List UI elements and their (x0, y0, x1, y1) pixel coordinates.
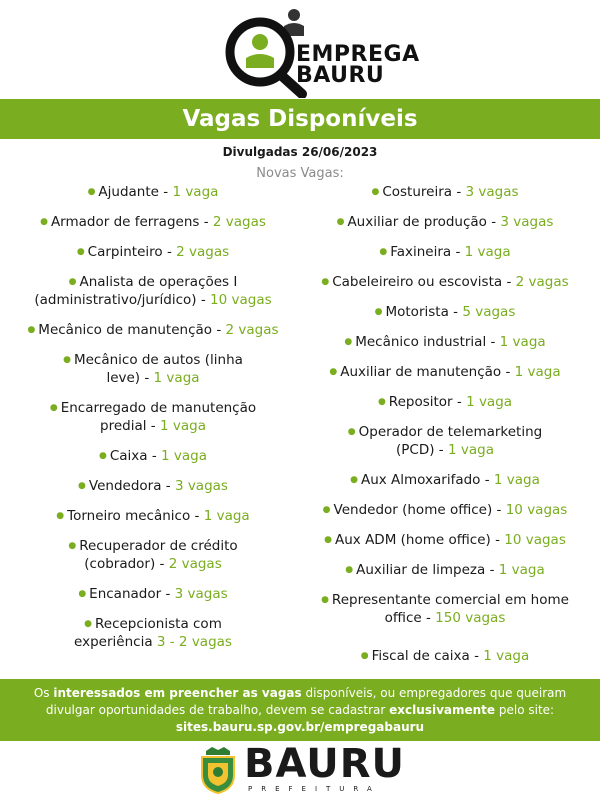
brand-sub: PREFEITURA (248, 785, 381, 793)
bullet-icon: ● (40, 217, 48, 227)
job-qty: 3 vagas (174, 478, 228, 494)
job-role: Mecânico industrial (355, 334, 487, 350)
job-role: Auxiliar de manutenção (340, 364, 502, 380)
job-role: Auxiliar de limpeza (356, 562, 486, 578)
bullet-icon: ● (68, 541, 77, 551)
job-qty: 1 vaga (203, 508, 250, 524)
job-role: Representante comercial em home office (331, 592, 569, 626)
job-role: Aux ADM (home office) (335, 532, 491, 548)
job-item: ● Analista de operações I (administrativo/jurídico) - 10 vagas (34, 274, 272, 308)
bullet-icon: ● (87, 187, 96, 197)
bullet-icon: ● (344, 337, 353, 347)
bullet-icon: ● (374, 307, 383, 317)
job-item: ● Auxiliar de produção - 3 vagas (336, 214, 554, 230)
job-qty: 1 vaga (493, 472, 540, 488)
job-role: Aux Almoxarifado (360, 472, 481, 488)
job-item: ● Operador de telemarketing (PCD) - 1 vaga (347, 424, 543, 458)
job-qty: 150 vagas (435, 610, 506, 626)
bullet-icon: ● (324, 535, 332, 545)
job-item: ● Vendedor (home office) - 10 vagas (322, 502, 568, 518)
bullet-icon: ● (379, 247, 388, 257)
job-qty: 1 vaga (172, 184, 219, 200)
job-item: ● Mecânico industrial - 1 vaga (344, 334, 546, 350)
job-qty: 1 vaga (153, 370, 200, 386)
job-qty: 1 vaga (514, 364, 561, 380)
prefeitura-logo (196, 741, 416, 797)
bullet-icon: ● (76, 247, 85, 257)
job-item: ● Vendedora - 3 vagas (78, 478, 228, 494)
section-label: Novas Vagas: (256, 166, 344, 181)
job-qty: 3 vagas (500, 214, 554, 230)
job-role: Caixa (109, 448, 148, 464)
job-role: Analista de operações I (administrativo/jurídico) (34, 274, 238, 308)
job-qty: 3 vagas (465, 184, 519, 200)
job-item: ● Encarregado de manutenção predial - 1 vaga (49, 400, 257, 434)
job-item: ● Cabeleireiro ou escovista - 2 vagas (321, 274, 569, 290)
bullet-icon: ● (63, 355, 71, 365)
job-item: ● Aux ADM (home office) - 10 vagas (324, 532, 566, 548)
footer-text: Os (33, 686, 54, 700)
job-item: ● Mecânico de autos (linha leve) - 1 vaga (63, 352, 243, 386)
job-role: Mecânico de manutenção (38, 322, 213, 338)
bullet-icon: ● (27, 325, 36, 335)
job-item: ● Encanador - 3 vagas (78, 586, 228, 602)
footer-text: pelo site: (495, 703, 555, 717)
bullet-icon: ● (321, 595, 329, 605)
job-qty: 2 vagas (225, 322, 279, 338)
bullet-icon: ● (49, 403, 58, 413)
bullet-icon: ● (360, 651, 369, 661)
bullet-icon: ● (321, 277, 330, 287)
job-role: Cabeleireiro ou escovista (332, 274, 503, 290)
job-item: ● Repositor - 1 vaga (377, 394, 513, 410)
bullet-icon: ● (345, 565, 354, 575)
job-item: ● Armador de ferragens - 2 vagas (40, 214, 266, 230)
job-item: ● Caixa - 1 vaga (98, 448, 208, 464)
footer-bold: interessados em preencher as vagas (53, 686, 302, 700)
job-qty: 2 vagas (168, 556, 222, 572)
job-item: ● Torneiro mecânico - 1 vaga (56, 508, 250, 524)
job-qty: 10 vagas (504, 532, 566, 548)
job-item: ● Fiscal de caixa - 1 vaga (360, 648, 530, 664)
bullet-icon: ● (98, 451, 107, 461)
job-item: ● Costureira - 3 vagas (371, 184, 519, 200)
bullet-icon: ● (78, 589, 87, 599)
footer-text: disponíveis, ou empregadores que queiram divulgar oportunidades de trabalho, devem se cadastrar (45, 686, 567, 717)
job-role: Carpinteiro (87, 244, 163, 260)
job-role: Encanador (89, 586, 162, 602)
job-role: Costureira (382, 184, 453, 200)
job-role: Encarregado de manutenção predial (60, 400, 257, 434)
job-qty: 2 vagas (212, 214, 266, 230)
emprega-bauru-logo (0, 0, 600, 100)
job-qty: 10 vagas (505, 502, 568, 518)
job-role: Auxiliar de produção (347, 214, 487, 230)
job-qty: 1 vaga (498, 562, 545, 578)
job-role: Ajudante (98, 184, 159, 200)
job-qty: 1 vaga (159, 418, 206, 434)
publish-date: Divulgadas 26/06/2023 (222, 145, 378, 159)
job-item: ● Carpinteiro - 2 vagas (76, 244, 230, 260)
job-role: Motorista (385, 304, 449, 320)
job-role: Vendedor (home office) (333, 502, 493, 518)
logo-line-1: EMPREGA (296, 42, 420, 67)
bullet-icon: ● (56, 511, 65, 521)
job-qty: 10 vagas (210, 292, 272, 308)
bullet-icon: ● (329, 367, 338, 377)
job-qty: 2 vagas (515, 274, 569, 290)
bullet-icon: ● (350, 475, 358, 485)
footer-info (0, 679, 600, 741)
bullet-icon: ● (322, 505, 331, 515)
job-qty: 1 vaga (447, 442, 494, 458)
job-item: ● Auxiliar de manutenção - 1 vaga (329, 364, 561, 380)
bullet-icon: ● (347, 427, 356, 437)
page-title: Vagas Disponíveis (182, 106, 418, 132)
job-qty: 1 vaga (499, 334, 546, 350)
job-item: ● Mecânico de manutenção - 2 vagas (27, 322, 279, 338)
job-item: ● Aux Almoxarifado - 1 vaga (350, 472, 540, 488)
brand-name: BAURU (244, 741, 405, 787)
job-qty: 2 vagas (176, 244, 230, 260)
job-qty: 3 vagas (174, 586, 228, 602)
logo-line-2: BAURU (296, 63, 385, 88)
job-role: Torneiro mecânico (67, 508, 191, 524)
job-role: Vendedora (88, 478, 162, 494)
job-role: Fiscal de caixa (371, 648, 470, 664)
job-item: ● Recuperador de crédito (cobrador) - 2 vagas (68, 538, 238, 572)
job-qty: 1 vaga (161, 448, 208, 464)
job-qty: 1 vaga (483, 648, 530, 664)
job-role: Mecânico de autos (linha leve) (73, 352, 243, 386)
job-role: Faxineira (390, 244, 452, 260)
bullet-icon: ● (371, 187, 380, 197)
bullet-icon: ● (377, 397, 386, 407)
bullet-icon: ● (336, 217, 345, 227)
bullet-icon: ● (68, 277, 77, 287)
title-band (0, 99, 600, 139)
job-qty: 5 vagas (462, 304, 516, 320)
bullet-icon: ● (84, 619, 92, 629)
job-role: Operador de telemarketing (PCD) (358, 424, 543, 458)
job-qty: 1 vaga (466, 394, 513, 410)
job-item: ● Faxineira - 1 vaga (379, 244, 511, 260)
job-item: ● Representante comercial em home office - 150 vagas (321, 592, 569, 626)
job-item: ● Ajudante - 1 vaga (87, 184, 219, 200)
job-item (8, 615, 298, 651)
job-item: ● Motorista - 5 vagas (374, 304, 516, 320)
footer-url-link[interactable]: sites.bauru.sp.gov.br/empregabauru (175, 720, 425, 734)
job-role: Repositor (388, 394, 453, 410)
bullet-icon: ● (78, 481, 86, 491)
job-role: Recepcionista com experiência (74, 616, 222, 650)
job-item: ● Auxiliar de limpeza - 1 vaga (345, 562, 545, 578)
job-role: Recuperador de crédito (cobrador) (79, 538, 238, 572)
job-qty: 1 vaga (464, 244, 511, 260)
job-role: Armador de ferragens (50, 214, 200, 230)
footer-bold: exclusivamente (389, 703, 496, 717)
city-crest-icon (196, 745, 240, 795)
job-qty: 3 - 2 vagas (156, 634, 232, 650)
